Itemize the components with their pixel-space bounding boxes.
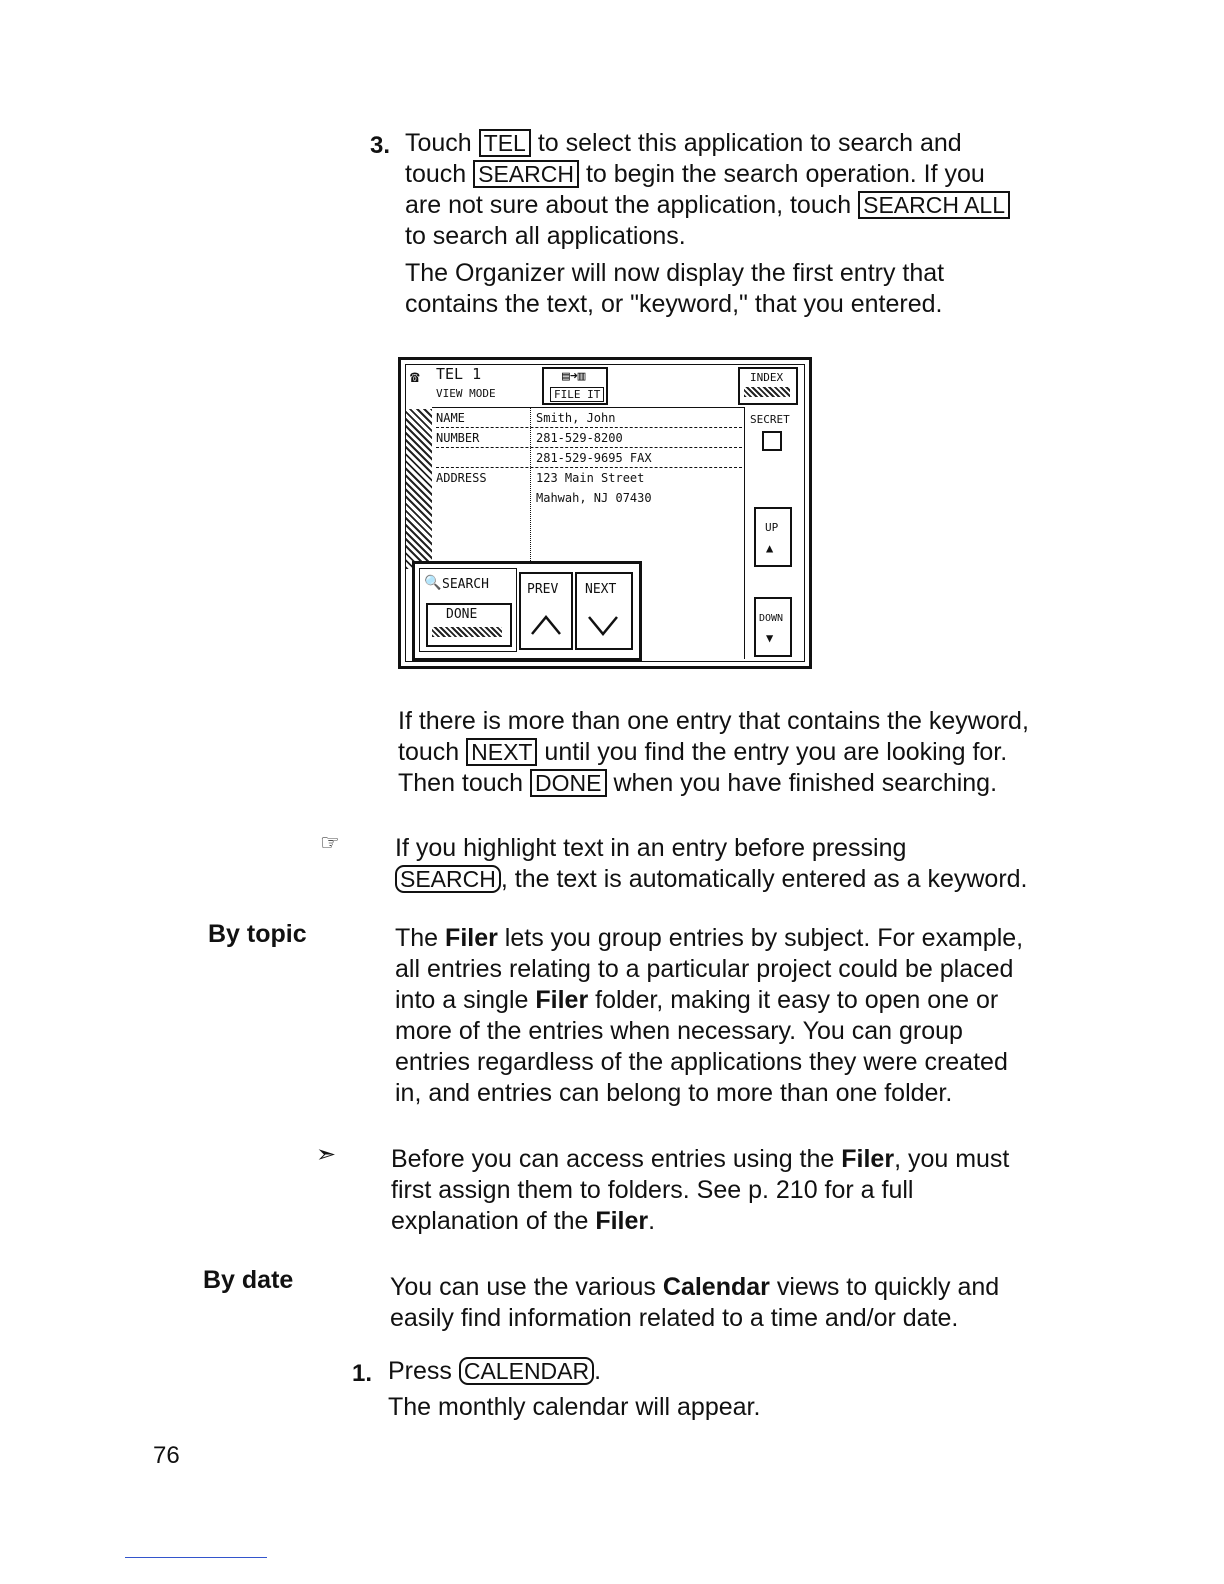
index-button[interactable]: INDEX bbox=[738, 367, 798, 405]
pointing-hand-icon: ☞ bbox=[320, 830, 340, 855]
search-panel bbox=[412, 561, 642, 661]
prev-button[interactable]: PREV bbox=[519, 572, 573, 650]
by-date-heading: By date bbox=[203, 1266, 294, 1294]
field-label-number: NUMBER bbox=[436, 431, 480, 445]
down-arrow-icon: ▼ bbox=[766, 631, 774, 645]
note-text: Before you can access entries using the Filer, you must first assign them to folders. See p. 210 for a full explanation of the Filer. bbox=[391, 1145, 1010, 1235]
after-search-text: If there is more than one entry that contains the keyword, touch NEXT until you find the entry you are looking for. Then touch DONE when you have finished searching. bbox=[398, 707, 1029, 797]
tab-strip[interactable] bbox=[406, 409, 432, 569]
done-key: DONE bbox=[530, 769, 606, 797]
file-it-button[interactable]: ▤➜▥ FILE IT bbox=[542, 367, 608, 405]
by-topic-heading: By topic bbox=[208, 920, 307, 948]
field-value-street: 123 Main Street bbox=[536, 471, 645, 485]
field-value-name: Smith, John bbox=[536, 411, 616, 425]
field-label-address: ADDRESS bbox=[436, 471, 487, 485]
search-key: SEARCH bbox=[473, 160, 579, 188]
done-graphic bbox=[432, 627, 502, 637]
field-value-fax: 281-529-9695 FAX bbox=[536, 451, 652, 465]
next-button[interactable]: NEXT bbox=[575, 572, 633, 650]
search-icon: 🔍 bbox=[424, 575, 442, 591]
next-key: NEXT bbox=[466, 738, 537, 766]
search-done-group bbox=[419, 568, 517, 652]
index-graphic bbox=[744, 387, 790, 397]
step-3-text: Touch TEL to select this application to search and touch SEARCH to begin the search operation. If you are not sure about the application, touch SEARCH ALL to search all applications. The Organizer will now display the first entry that contains the text, or "keyword," that you entered. bbox=[405, 128, 1085, 320]
screen-title: TEL 1 bbox=[436, 365, 482, 383]
file-it-icon: ▤➜▥ bbox=[562, 369, 586, 384]
search-hardkey: SEARCH bbox=[395, 865, 501, 893]
prev-chevron-icon bbox=[529, 612, 563, 638]
step-1-text: Press CALENDAR . The monthly calendar will appear. bbox=[388, 1357, 761, 1421]
done-button[interactable]: DONE bbox=[426, 603, 512, 647]
up-arrow-icon: ▲ bbox=[766, 541, 774, 555]
by-topic-text: The Filer lets you group entries by subject. For example, all entries relating to a particular project could be placed into a single Filer folder, making it easy to open one or more of the entries when necessary. You can group entries regardless of the applications they were created in, and entries can belong to more than one folder. bbox=[395, 924, 1024, 1107]
secret-label: SECRET bbox=[750, 413, 790, 426]
tel-key: TEL bbox=[479, 129, 531, 157]
by-date-text: You can use the various Calendar views to quickly and easily find information related to a time and/or date. bbox=[390, 1273, 1000, 1332]
step-1-number: 1. bbox=[352, 1360, 373, 1387]
search-all-key: SEARCH ALL bbox=[858, 191, 1010, 219]
arrow-icon: ➣ bbox=[316, 1141, 337, 1168]
page-number: 76 bbox=[153, 1442, 180, 1469]
calendar-hardkey: CALENDAR bbox=[459, 1357, 594, 1385]
phone-icon: ☎ bbox=[410, 367, 420, 386]
secret-checkbox[interactable] bbox=[762, 431, 782, 451]
field-label-name: NAME bbox=[436, 411, 465, 425]
tip-text: If you highlight text in an entry before pressing SEARCH , the text is automatically entered as a keyword. bbox=[395, 834, 1028, 893]
up-button[interactable]: UP ▲ bbox=[754, 507, 792, 567]
field-value-number: 281-529-8200 bbox=[536, 431, 623, 445]
view-mode-label: VIEW MODE bbox=[436, 387, 496, 400]
footer-rule bbox=[125, 1557, 267, 1558]
organizer-screen bbox=[398, 357, 812, 669]
search-label: SEARCH bbox=[442, 577, 489, 592]
next-chevron-icon bbox=[586, 612, 620, 638]
down-button[interactable]: DOWN ▼ bbox=[754, 597, 792, 657]
field-value-city: Mahwah, NJ 07430 bbox=[536, 491, 652, 505]
step-3-number: 3. bbox=[370, 132, 391, 159]
